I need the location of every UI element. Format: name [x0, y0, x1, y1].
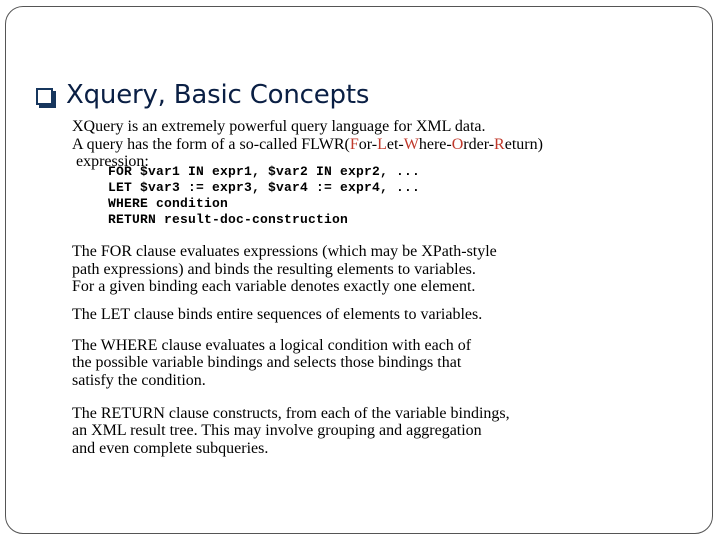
intro-line-2: [72, 136, 543, 154]
for-clause-line-2: path expressions) and binds the resulting elements to variables.: [72, 261, 476, 278]
flwr-word-rder: rder-: [463, 136, 495, 153]
for-clause-line-1: The FOR clause evaluates expressions (which may be XPath-style: [72, 243, 497, 260]
flwr-letter-f: F: [349, 136, 359, 153]
for-clause-line-3: For a given binding each variable denotes exactly one element.: [72, 278, 476, 295]
flwr-word-et: et-: [386, 136, 404, 153]
code-line-let: LET $var3 := expr3, $var4 := expr4, ...: [108, 180, 421, 195]
return-clause-line-1: The RETURN clause constructs, from each of the variable bindings,: [72, 405, 510, 422]
let-clause-line-1: The LET clause binds entire sequences of elements to variables.: [72, 306, 483, 323]
flwr-word-here: here-: [418, 136, 452, 153]
flwr-letter-o: O: [451, 136, 464, 153]
return-clause-line-2: an XML result tree. This may involve grouping and aggregation: [72, 422, 482, 439]
where-clause-line-1: The WHERE clause evaluates a logical condition with each of: [72, 337, 472, 354]
code-line-return: RETURN result-doc-construction: [108, 212, 349, 227]
flwr-word-eturn: eturn): [504, 136, 543, 153]
where-clause-line-2: the possible variable bindings and selects those bindings that: [72, 354, 462, 371]
slide-title: Xquery, Basic Concepts: [66, 80, 370, 110]
intro-line-1: XQuery is an extremely powerful query language for XML data.: [72, 118, 486, 135]
intro-line-3: expression:: [76, 153, 149, 170]
flwr-letter-w: W: [403, 136, 419, 153]
return-clause-line-3: and even complete subqueries.: [72, 440, 269, 457]
code-line-for: FOR $var1 IN expr1, $var2 IN expr2, ...: [108, 164, 421, 179]
where-clause-line-3: satisfy the condition.: [72, 372, 206, 389]
flwr-word-or: or-: [358, 136, 378, 153]
intro-line-2-prefix: A query has the form of a so-called FLWR(: [72, 136, 350, 153]
flwr-letter-l: L: [377, 136, 387, 153]
square-bullet-icon: [36, 88, 53, 105]
code-line-where: WHERE condition: [108, 196, 229, 211]
flwr-letter-r: R: [494, 136, 505, 153]
slide-title-row: [36, 80, 369, 110]
